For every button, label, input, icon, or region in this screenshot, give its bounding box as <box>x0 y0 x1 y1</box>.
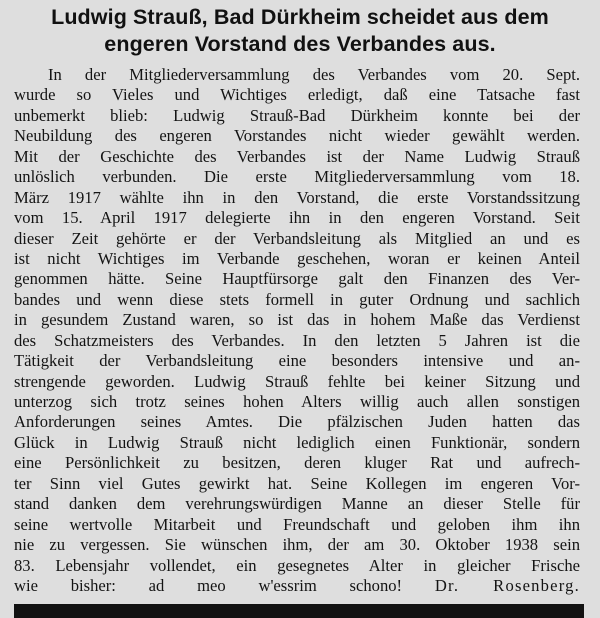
article-line: wurde so Vieles und Wichtiges erledigt, daß eine Tatsache fast <box>14 85 580 105</box>
article-line: ter Sinn viel Gutes gewirkt hat. Seine Kollegen im engeren Vor- <box>14 473 580 493</box>
closing-text: wie bisher: ad meo w'essrim schono! <box>14 575 403 595</box>
article-body <box>14 65 580 596</box>
article-line: Tätigkeit der Verbandsleitung eine besonders intensive und an- <box>14 351 580 371</box>
article-line: vom 15. April 1917 delegierte ihn in den engeren Vorstand. Seit <box>14 208 580 228</box>
bottom-rule <box>14 604 584 618</box>
article-line: nie zu vergessen. Sie wünschen ihm, der am 30. Oktober 1938 sein <box>14 535 580 555</box>
article-line: Glück in Ludwig Strauß nicht lediglich einen Funktionär, sondern <box>14 432 580 452</box>
article-line: unterzog sich trotz seines hohen Alters willig auch allen sonstigen <box>14 392 580 411</box>
article-line: unlöslich verbunden. Die erste Mitgliederversammlung vom 18. <box>14 167 580 187</box>
article-line: dieser Zeit gehörte er der Verbandsleitung als Mitglied an und es <box>14 228 580 248</box>
article-line: genommen hätte. Seine Hauptfürsorge galt den Finanzen des Ver- <box>14 269 580 289</box>
article-line: 83. Lebensjahr vollendet, ein gesegnetes Alter in gleicher Frische <box>14 555 580 575</box>
article-line: März 1917 wählte ihn in den Vorstand, die erste Vorstandssitzung <box>14 187 580 207</box>
article-line: bandes und wenn diese stets formell in guter Ordnung und sachlich <box>14 289 580 309</box>
headline-line-1: Ludwig Strauß, Bad Dürkheim scheidet aus dem <box>51 5 549 29</box>
article-headline <box>10 4 590 58</box>
article-line: stand danken dem verehrungswürdigen Manne an dieser Stelle für <box>14 494 580 514</box>
article-line: Mit der Geschichte des Verbandes ist der Name Ludwig Strauß <box>14 146 580 166</box>
article-line: des Schatzmeisters des Verbandes. In den letzten 5 Jahren ist die <box>14 330 580 350</box>
headline-line-2: engeren Vorstand des Verbandes aus. <box>104 32 496 56</box>
article-line: strengende geworden. Ludwig Strauß fehlte bei keiner Sitzung und <box>14 371 580 391</box>
article-signature: Dr. Rosenberg. <box>434 575 580 595</box>
article-line: seine wertvolle Mitarbeit und Freundschaft und geloben ihm ihn <box>14 514 580 534</box>
article-line: in gesundem Zustand waren, so ist das in hohem Maße das Verdienst <box>14 310 580 330</box>
article-line: In der Mitgliederversammlung des Verbandes vom 20. Sept. <box>48 65 580 84</box>
article-closing-line <box>14 576 580 596</box>
article-line: Anforderungen seines Amtes. Die pfälzischen Juden hatten das <box>14 412 580 432</box>
article-line: Neubildung des engeren Vorstandes nicht wieder gewählt werden. <box>14 126 580 146</box>
article-line: eine Persönlichkeit zu besitzen, deren kluger Rat und aufrech- <box>14 453 580 473</box>
article-line: ist nicht Wichtiges im Verbande geschehen, woran er keinen Anteil <box>14 248 580 268</box>
article-line: unbemerkt blieb: Ludwig Strauß-Bad Dürkheim konnte bei der <box>14 105 580 125</box>
